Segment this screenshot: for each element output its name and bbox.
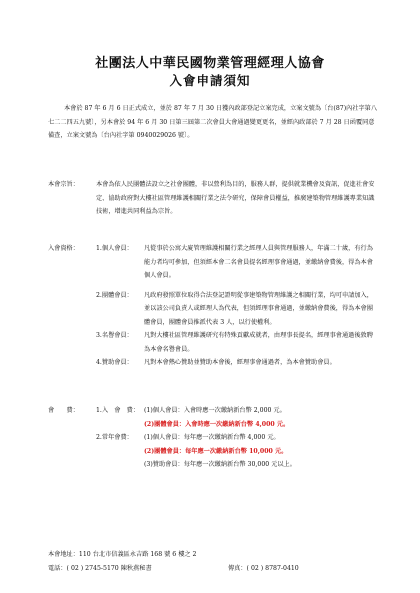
membership-label: 入會資格： (48, 245, 79, 252)
purpose-text: 本會為依人民團體法設立之社會團體，非以營利為目的，服務人群，提供就業機會及資訊，促進社會安定、協助政府對大樓社區管理維護相關行業之法令研究，保障會員權益，推廣建築物管理維護專業知識技術，增進共同利益為宗旨。 (96, 181, 375, 215)
member-type-label: 4.贊助會員： (96, 359, 133, 366)
membership-list (96, 242, 378, 370)
list-item (96, 242, 378, 283)
member-type-label: 2.團體會員： (96, 291, 133, 299)
fax-text: 傳真：( 02 ) 8787-0410 (228, 564, 299, 572)
intro-paragraph: 本會於 87 年 6 月 6 日正式成立，並於 87 年 7 月 30 日獲內政部登記立案完成，立案文號為〔台(87)內社字第八七二二四五九號〕，另本會於 94 年 6 月 30 日第三屆第二次會員大會通過變更更名，並經內政部於 7 月 28 日函覆同意備查，立案文號為〔台內社字第 0940029026 號〕。 (48, 105, 378, 139)
annual-fee-group: (2)團體會員：每年應一次繳納新台幣 10,000 元。 (144, 447, 288, 455)
member-type-text: 凡從事於公寓大廈管理維護相關行業之經理人員與管理服務人，年滿二十歲，有行為能力者均可參加，但須經本會二名會員提名經理事會通過，並繳納會費後，得為本會個人會員。 (144, 245, 373, 279)
purpose-label: 本會宗旨： (48, 181, 79, 188)
address-line: 本會地址：110 台北市信義區永吉路 168 號 6 樓之 2 (48, 551, 197, 558)
annual-fee-row (96, 431, 378, 445)
entry-fee-row (96, 404, 378, 418)
contact-section (48, 548, 378, 575)
entry-fee-individual: (1)個人會員：入會時應一次繳納新台幣 2,000 元。 (144, 407, 286, 414)
organization-title: 社團法人中華民國物業管理經理人協會 (95, 56, 325, 71)
annual-fee-individual: (1)個人會員：每年應一次繳納新台幣 4,000 元。 (144, 434, 280, 441)
fees-list (96, 404, 378, 472)
member-type-text: 凡政府發照單位取得合法登記證明從事建築物管理維護之相關行業，均可申請加入，並以該公司負責人或經理人為代表，但須經理事會通過，並繳納會費後，得為本會團體會員，團體會員推派代表 3 人，以行使權利。 (144, 291, 373, 326)
phone-text: 電話：( 02 ) 2745-5170 陳秋燕秘書 (48, 564, 152, 572)
entry-fee-label: 1.入 會 費： (96, 407, 140, 414)
fees-label: 會 費： (48, 407, 79, 414)
list-item (96, 329, 378, 356)
fees-section (48, 404, 378, 472)
membership-section (48, 242, 378, 370)
annual-fee-label: 2.常年會費： (96, 434, 133, 441)
annual-fee-sponsor: (3)贊助會員：每年應一次繳納新台幣 30,000 元以上。 (144, 461, 296, 468)
purpose-section (48, 178, 378, 219)
phone-fax-line (48, 562, 378, 576)
member-type-text: 凡對本會熱心贊助並贊助本會後，經理事會通過者，為本會贊助會員。 (144, 359, 336, 366)
list-item (96, 289, 378, 330)
member-type-label: 1.個人會員： (96, 245, 133, 252)
list-item (96, 356, 378, 370)
member-type-text: 凡對大樓社區管理維護研究有特殊貢獻成就者，由理事長提名，經理事會通過後敦聘為本會名譽會員。 (144, 332, 373, 353)
member-type-label: 3.名譽會員： (96, 332, 133, 339)
document-title: 入會申請須知 (169, 73, 251, 88)
entry-fee-group: (2)團體會員：入會時應一次繳納新台幣 4,000 元。 (144, 420, 290, 428)
